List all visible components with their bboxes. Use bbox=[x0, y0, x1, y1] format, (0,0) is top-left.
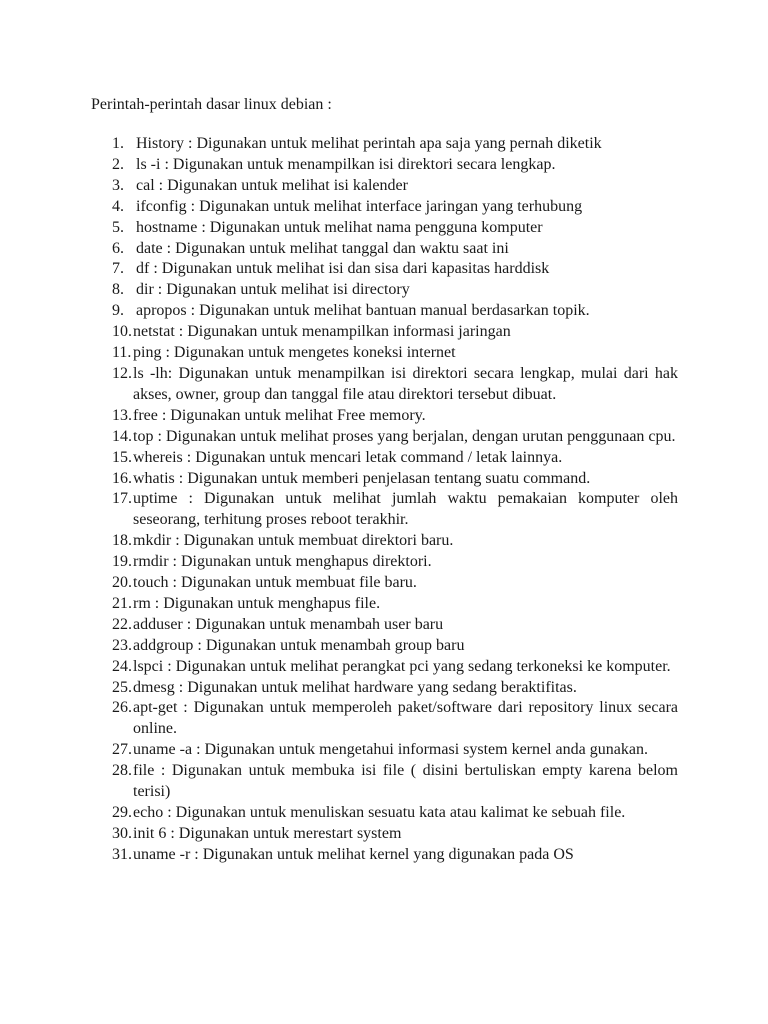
item-number: 8. bbox=[112, 281, 124, 299]
item-number: 12. bbox=[112, 364, 132, 382]
item-number: 23. bbox=[112, 636, 132, 654]
item-number: 2. bbox=[112, 155, 124, 173]
list-item bbox=[91, 134, 678, 155]
list-item bbox=[91, 427, 678, 448]
list-item bbox=[91, 573, 678, 594]
item-text: df : Digunakan untuk melihat isi dan sisa dari kapasitas harddisk bbox=[136, 260, 550, 278]
list-item bbox=[91, 552, 678, 573]
item-number: 3. bbox=[112, 176, 124, 194]
command-list bbox=[91, 134, 678, 866]
item-number: 24. bbox=[112, 657, 132, 675]
document-heading: Perintah-perintah dasar linux debian : bbox=[91, 96, 332, 113]
item-text: uname -a : Digunakan untuk mengetahui informasi system kernel anda gunakan. bbox=[133, 741, 648, 759]
item-text: addgroup : Digunakan untuk menambah group baru bbox=[133, 636, 465, 654]
item-number: 7. bbox=[112, 260, 124, 278]
list-item bbox=[91, 280, 678, 301]
list-item bbox=[91, 448, 678, 469]
item-number: 20. bbox=[112, 574, 132, 592]
item-text: hostname : Digunakan untuk melihat nama pengguna komputer bbox=[136, 218, 543, 236]
item-number: 18. bbox=[112, 532, 132, 550]
item-text: apropos : Digunakan untuk melihat bantuan manual berdasarkan topik. bbox=[136, 302, 590, 320]
item-number: 30. bbox=[112, 824, 132, 842]
list-item bbox=[91, 259, 678, 280]
list-item bbox=[91, 678, 678, 699]
item-text: date : Digunakan untuk melihat tanggal dan waktu saat ini bbox=[136, 239, 509, 257]
item-number: 19. bbox=[112, 553, 132, 571]
item-text: whatis : Digunakan untuk memberi penjelasan tentang suatu command. bbox=[133, 469, 591, 487]
item-text: ifconfig : Digunakan untuk melihat interface jaringan yang terhubung bbox=[136, 197, 583, 215]
list-item bbox=[91, 824, 678, 845]
item-text: netstat : Digunakan untuk menampilkan informasi jaringan bbox=[133, 323, 511, 341]
item-number: 5. bbox=[112, 218, 124, 236]
item-text: whereis : Digunakan untuk mencari letak command / letak lainnya. bbox=[133, 448, 563, 466]
item-text: ls -lh: Digunakan untuk menampilkan isi direktori secara lengkap, mulai dari hak akses, owner, group dan tanggal file atau direktori tersebut dibuat. bbox=[133, 364, 678, 403]
list-item bbox=[91, 176, 678, 197]
list-item bbox=[91, 740, 678, 761]
item-text: History : Digunakan untuk melihat perintah apa saja yang pernah diketik bbox=[136, 135, 602, 152]
item-number: 29. bbox=[112, 804, 132, 821]
list-item bbox=[91, 845, 678, 866]
item-text: dir : Digunakan untuk melihat isi directory bbox=[136, 281, 410, 299]
item-text: rmdir : Digunakan untuk menghapus direktori. bbox=[133, 553, 432, 571]
item-number: 1. bbox=[112, 135, 124, 152]
item-text: mkdir : Digunakan untuk membuat direktori baru. bbox=[133, 532, 454, 550]
list-item bbox=[91, 469, 678, 490]
item-text: apt-get : Digunakan untuk memperoleh paket/software dari repository linux secara online. bbox=[133, 699, 678, 738]
item-text: init 6 : Digunakan untuk merestart system bbox=[133, 824, 402, 842]
item-number: 31. bbox=[112, 845, 132, 863]
item-number: 26. bbox=[112, 699, 132, 717]
list-item bbox=[91, 761, 678, 803]
item-number: 6. bbox=[112, 239, 124, 257]
list-item bbox=[91, 364, 678, 406]
item-text: uptime : Digunakan untuk melihat jumlah waktu pemakaian komputer oleh seseorang, terhitung proses reboot terakhir. bbox=[133, 490, 678, 529]
list-item bbox=[91, 197, 678, 218]
list-item bbox=[91, 239, 678, 260]
item-number: 9. bbox=[112, 302, 124, 320]
item-text: dmesg : Digunakan untuk melihat hardware yang sedang beraktifitas. bbox=[133, 678, 577, 696]
item-number: 28. bbox=[112, 762, 132, 780]
item-text: ping : Digunakan untuk mengetes koneksi internet bbox=[133, 344, 456, 362]
item-text: free : Digunakan untuk melihat Free memory. bbox=[133, 406, 426, 424]
item-text: top : Digunakan untuk melihat proses yang berjalan, dengan urutan penggunaan cpu. bbox=[133, 427, 676, 445]
list-item bbox=[91, 406, 678, 427]
item-text: ls -i : Digunakan untuk menampilkan isi direktori secara lengkap. bbox=[136, 155, 556, 173]
item-text: touch : Digunakan untuk membuat file baru. bbox=[133, 574, 417, 592]
item-number: 4. bbox=[112, 197, 124, 215]
item-number: 21. bbox=[112, 594, 132, 612]
list-item bbox=[91, 322, 678, 343]
item-number: 25. bbox=[112, 678, 132, 696]
item-text: rm : Digunakan untuk menghapus file. bbox=[133, 594, 381, 612]
item-number: 17. bbox=[112, 490, 132, 508]
list-item bbox=[91, 218, 678, 239]
list-item bbox=[91, 803, 678, 824]
list-item bbox=[91, 301, 678, 322]
item-text: file : Digunakan untuk membuka isi file ( disini bertuliskan empty karena belom terisi) bbox=[133, 762, 678, 801]
item-number: 13. bbox=[112, 406, 132, 424]
item-number: 22. bbox=[112, 615, 132, 633]
list-item bbox=[91, 698, 678, 740]
list-item bbox=[91, 636, 678, 657]
item-text: uname -r : Digunakan untuk melihat kernel yang digunakan pada OS bbox=[133, 845, 574, 863]
list-item bbox=[91, 657, 678, 678]
item-number: 27. bbox=[112, 741, 132, 759]
list-item bbox=[91, 615, 678, 636]
list-item bbox=[91, 343, 678, 364]
list-item bbox=[91, 594, 678, 615]
item-text: echo : Digunakan untuk menuliskan sesuatu kata atau kalimat ke sebuah file. bbox=[133, 804, 626, 821]
item-number: 10. bbox=[112, 323, 132, 341]
item-text: lspci : Digunakan untuk melihat perangkat pci yang sedang terkoneksi ke komputer. bbox=[133, 657, 671, 675]
item-number: 15. bbox=[112, 448, 132, 466]
list-item bbox=[91, 155, 678, 176]
list-item bbox=[91, 489, 678, 531]
item-text: cal : Digunakan untuk melihat isi kalender bbox=[136, 176, 408, 194]
item-number: 11. bbox=[112, 344, 132, 362]
item-number: 14. bbox=[112, 427, 132, 445]
list-item bbox=[91, 531, 678, 552]
item-text: adduser : Digunakan untuk menambah user baru bbox=[133, 615, 444, 633]
item-number: 16. bbox=[112, 469, 132, 487]
